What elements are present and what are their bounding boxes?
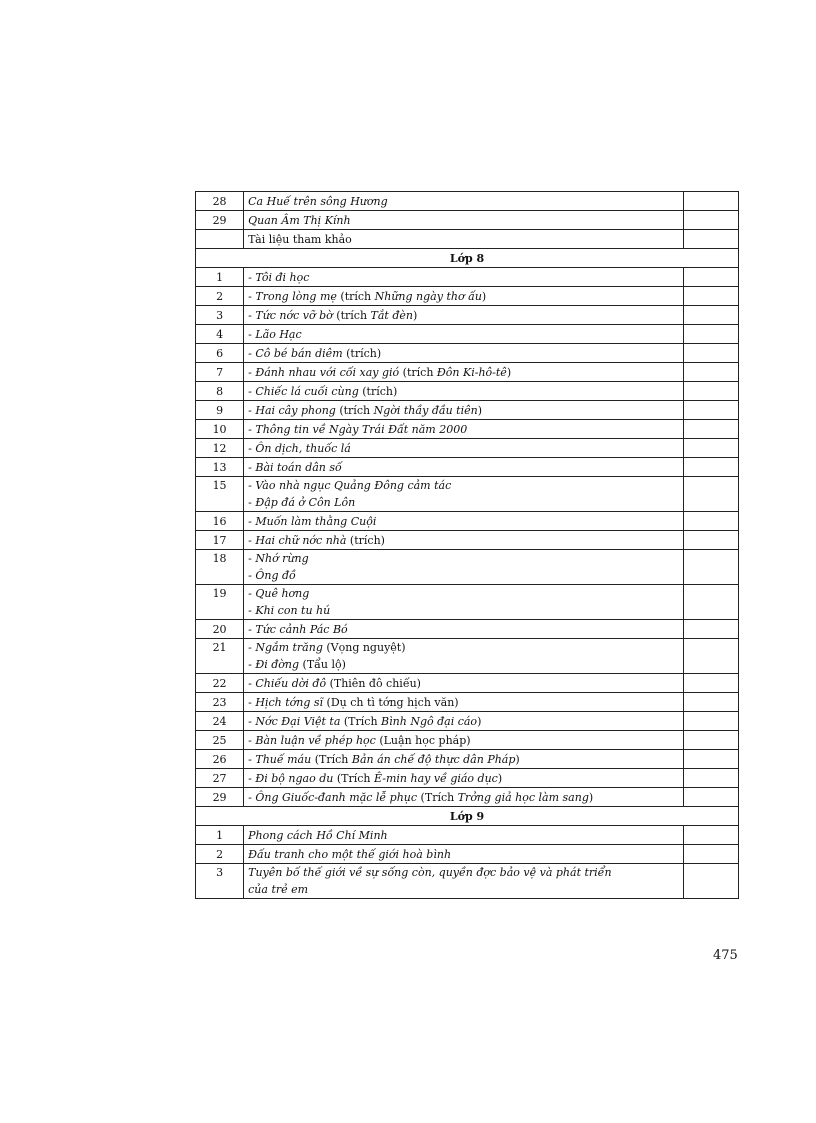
title-line [248, 459, 679, 476]
title-line [248, 621, 679, 638]
title-segment: - Nớc Đại Việt ta [248, 714, 341, 728]
work-title [244, 230, 684, 249]
title-line [248, 656, 679, 673]
row-number: 3 [196, 864, 244, 899]
empty-cell [683, 439, 738, 458]
work-title [244, 531, 684, 550]
title-segment: (trích [332, 308, 371, 322]
table-row [196, 550, 739, 585]
title-line [248, 585, 679, 602]
title-segment: ) [412, 308, 418, 322]
empty-cell [683, 230, 738, 249]
work-title [244, 826, 684, 845]
work-title [244, 306, 684, 325]
empty-cell [683, 788, 738, 807]
row-number: 29 [196, 211, 244, 230]
work-title [244, 344, 684, 363]
row-number: 28 [196, 192, 244, 211]
row-number [196, 230, 244, 249]
title-segment: (Thiên đô chiếu) [326, 676, 421, 690]
title-segment: - Hai chữ nớc nhà [248, 533, 347, 547]
title-segment: - Hai cây phong [248, 403, 336, 417]
table-row [196, 620, 739, 639]
section-title: Lớp 9 [196, 807, 739, 826]
empty-cell [683, 585, 738, 620]
table-row [196, 693, 739, 712]
work-title [244, 325, 684, 344]
table-row [196, 769, 739, 788]
title-line [248, 864, 679, 881]
table-row [196, 458, 739, 477]
title-segment: - Đánh nhau với cối xay gió [248, 365, 400, 379]
title-segment: (trích) [342, 346, 382, 360]
empty-cell [683, 864, 738, 899]
section-row [196, 807, 739, 826]
title-line [248, 364, 679, 381]
title-segment: ) [506, 365, 512, 379]
empty-cell [683, 845, 738, 864]
title-segment: Quan Âm Thị Kính [248, 213, 351, 227]
title-line [248, 440, 679, 457]
title-segment: - Đập đá ở Côn Lôn [248, 496, 356, 509]
title-line [248, 345, 679, 362]
section-title: Lớp 8 [196, 249, 739, 268]
empty-cell [683, 620, 738, 639]
work-title [244, 458, 684, 477]
title-segment: ) [497, 771, 503, 785]
title-segment: (trích) [346, 533, 385, 547]
empty-cell [683, 750, 738, 769]
empty-cell [683, 731, 738, 750]
title-line [248, 402, 679, 419]
section-header-lop-8 [196, 249, 739, 268]
title-segment: Phong cách Hồ Chí Minh [248, 828, 388, 842]
table-row [196, 845, 739, 864]
work-title [244, 363, 684, 382]
title-segment: Bình Ngô đại cáo [381, 714, 478, 728]
row-number: 16 [196, 512, 244, 531]
row-number: 8 [196, 382, 244, 401]
title-segment: (Dụ ch tì tớng hịch văn) [323, 695, 459, 709]
title-segment: ) [588, 790, 594, 804]
row-number: 1 [196, 268, 244, 287]
work-title [244, 788, 684, 807]
title-segment: - Vào nhà ngục Quảng Đông cảm tác [248, 479, 452, 492]
table-row [196, 344, 739, 363]
title-segment: (trích [336, 289, 375, 303]
page-number: 475 [713, 948, 738, 963]
work-title [244, 512, 684, 531]
title-line [248, 567, 679, 584]
table-row [196, 750, 739, 769]
title-segment: ) [515, 752, 520, 766]
title-segment: - Muốn làm thằng Cuội [248, 514, 377, 528]
row-number: 9 [196, 401, 244, 420]
title-line [248, 212, 679, 229]
work-title [244, 382, 684, 401]
work-title [244, 477, 684, 512]
work-title [244, 639, 684, 674]
table-row [196, 382, 739, 401]
title-segment: - Đi bộ ngao du [248, 771, 334, 785]
title-segment: Bản án chế độ thực dân Pháp [351, 752, 516, 766]
row-number: 29 [196, 788, 244, 807]
table-row [196, 512, 739, 531]
empty-cell [683, 344, 738, 363]
title-line [248, 675, 679, 692]
title-line [248, 326, 679, 343]
title-segment: (trích [399, 365, 437, 379]
work-title [244, 731, 684, 750]
empty-cell [683, 458, 738, 477]
work-title [244, 712, 684, 731]
title-line [248, 751, 679, 768]
title-line [248, 602, 679, 619]
title-segment: (Trích [311, 752, 352, 766]
title-line [248, 789, 679, 806]
empty-cell [683, 674, 738, 693]
table-row [196, 674, 739, 693]
title-segment: Ngời thầy đầu tiên [373, 403, 478, 417]
table-row [196, 731, 739, 750]
title-line [248, 713, 679, 730]
title-segment: - Ông đồ [248, 569, 296, 582]
title-line [248, 383, 679, 400]
row-number: 13 [196, 458, 244, 477]
row-number: 18 [196, 550, 244, 585]
empty-cell [683, 306, 738, 325]
title-line [248, 881, 679, 898]
table-row [196, 585, 739, 620]
title-segment: - Khi con tu hú [248, 604, 331, 617]
title-line [248, 770, 679, 787]
title-segment: - Ôn dịch, thuốc lá [248, 441, 351, 455]
work-title [244, 192, 684, 211]
reading-list-table [195, 191, 739, 899]
title-segment: (trích) [358, 384, 398, 398]
row-number: 24 [196, 712, 244, 731]
work-title [244, 211, 684, 230]
title-line [248, 193, 679, 210]
empty-cell [683, 531, 738, 550]
empty-cell [683, 211, 738, 230]
row-number: 2 [196, 845, 244, 864]
row-number: 27 [196, 769, 244, 788]
title-segment: (trích [335, 403, 374, 417]
title-line [248, 694, 679, 711]
work-title [244, 287, 684, 306]
row-number: 20 [196, 620, 244, 639]
work-title [244, 585, 684, 620]
row-number: 25 [196, 731, 244, 750]
empty-cell [683, 693, 738, 712]
title-segment: - Bàn luận về phép học [248, 733, 376, 747]
row-number: 12 [196, 439, 244, 458]
empty-cell [683, 550, 738, 585]
title-line [248, 421, 679, 438]
row-number: 4 [196, 325, 244, 344]
title-segment: (Trích [417, 790, 458, 804]
title-segment: - Tôi đi học [248, 270, 310, 284]
row-number: 21 [196, 639, 244, 674]
table-row [196, 192, 739, 211]
title-line [248, 231, 679, 248]
table-row [196, 268, 739, 287]
work-title [244, 550, 684, 585]
title-line [248, 827, 679, 844]
title-line [248, 477, 679, 494]
title-line [248, 550, 679, 567]
title-line [248, 288, 679, 305]
title-segment: - Lão Hạc [248, 327, 302, 341]
empty-cell [683, 268, 738, 287]
row-number: 22 [196, 674, 244, 693]
title-segment: - Thuế máu [248, 752, 312, 766]
row-number: 17 [196, 531, 244, 550]
row-number: 2 [196, 287, 244, 306]
title-segment: Trởng giả học làm sang [457, 790, 589, 804]
empty-cell [683, 712, 738, 731]
row-number: 19 [196, 585, 244, 620]
row-number: 15 [196, 477, 244, 512]
work-title [244, 864, 684, 899]
work-title [244, 620, 684, 639]
title-segment: - Thông tin về Ngày Trái Đất năm 2000 [248, 422, 468, 436]
title-segment: - Tức nớc vỡ bờ [248, 308, 333, 322]
empty-cell [683, 769, 738, 788]
title-line [248, 269, 679, 286]
empty-cell [683, 382, 738, 401]
title-segment: (Tẩu lộ) [299, 658, 346, 671]
title-segment: Tài liệu tham khảo [248, 232, 352, 246]
title-segment: (Trích [340, 714, 382, 728]
title-line [248, 307, 679, 324]
work-title [244, 693, 684, 712]
title-segment: - Hịch tớng sĩ [248, 695, 324, 709]
table-row [196, 420, 739, 439]
table-row [196, 325, 739, 344]
table-row [196, 477, 739, 512]
title-segment: - Quê hơng [248, 587, 310, 600]
section-header-lop-9 [196, 807, 739, 826]
title-segment: - Tức cảnh Pác Bó [248, 622, 348, 636]
title-line [248, 494, 679, 511]
row-number: 26 [196, 750, 244, 769]
title-segment: Tắt đèn [370, 308, 413, 322]
table-row [196, 306, 739, 325]
title-segment: (Trích [333, 771, 374, 785]
row-number: 7 [196, 363, 244, 382]
title-segment: Đấu tranh cho một thế giới hoà bình [248, 847, 452, 861]
title-segment: Đôn Ki-hô-tê [436, 365, 507, 379]
table-row [196, 287, 739, 306]
title-segment: - Chiếu dời đô [248, 676, 327, 690]
empty-cell [683, 639, 738, 674]
title-segment: của trẻ em [248, 883, 309, 896]
work-title [244, 420, 684, 439]
table-group-top [196, 192, 739, 249]
empty-cell [683, 363, 738, 382]
empty-cell [683, 192, 738, 211]
empty-cell [683, 420, 738, 439]
title-segment: - Nhớ rừng [248, 552, 309, 565]
title-line [248, 639, 679, 656]
table-row [196, 363, 739, 382]
title-segment: (Vọng nguyệt) [322, 641, 406, 654]
table-row [196, 211, 739, 230]
table-row [196, 439, 739, 458]
title-segment: - Ông Giuốc-đanh mặc lễ phục [248, 790, 418, 804]
row-number: 1 [196, 826, 244, 845]
title-segment: - Trong lòng mẹ [248, 289, 337, 303]
empty-cell [683, 512, 738, 531]
title-segment: Những ngày thơ ấu [374, 289, 482, 303]
title-segment: ) [481, 289, 487, 303]
title-segment: ) [477, 403, 483, 417]
title-line [248, 846, 679, 863]
title-segment: Tuyên bố thế giới về sự sống còn, quyền đợc bảo vệ và phát triển [248, 866, 612, 879]
empty-cell [683, 401, 738, 420]
table-group-lop-9 [196, 826, 739, 899]
work-title [244, 750, 684, 769]
empty-cell [683, 477, 738, 512]
row-number: 10 [196, 420, 244, 439]
title-segment: Ê-min hay về giáo dục [374, 771, 498, 785]
title-segment: Ca Huế trên sông Hương [248, 194, 388, 208]
table-row [196, 712, 739, 731]
title-segment: - Bài toán dân số [248, 460, 342, 474]
work-title [244, 674, 684, 693]
work-title [244, 769, 684, 788]
table-row [196, 639, 739, 674]
title-line [248, 732, 679, 749]
work-title [244, 439, 684, 458]
table-row [196, 531, 739, 550]
title-segment: - Ngắm trăng [248, 641, 323, 654]
table-group-lop-8 [196, 268, 739, 807]
work-title [244, 268, 684, 287]
table-row [196, 230, 739, 249]
table-row [196, 826, 739, 845]
row-number: 3 [196, 306, 244, 325]
title-segment: - Đi đờng [248, 658, 300, 671]
title-segment: ) [477, 714, 482, 728]
empty-cell [683, 826, 738, 845]
work-title [244, 401, 684, 420]
title-segment: - Chiếc lá cuối cùng [248, 384, 359, 398]
table-row [196, 401, 739, 420]
table-row [196, 864, 739, 899]
title-segment: (Luận học pháp) [375, 733, 471, 747]
title-segment: - Cô bé bán diêm [248, 346, 343, 360]
title-line [248, 532, 679, 549]
empty-cell [683, 325, 738, 344]
title-line [248, 513, 679, 530]
row-number: 23 [196, 693, 244, 712]
table-row [196, 788, 739, 807]
work-title [244, 845, 684, 864]
empty-cell [683, 287, 738, 306]
section-row [196, 249, 739, 268]
row-number: 6 [196, 344, 244, 363]
